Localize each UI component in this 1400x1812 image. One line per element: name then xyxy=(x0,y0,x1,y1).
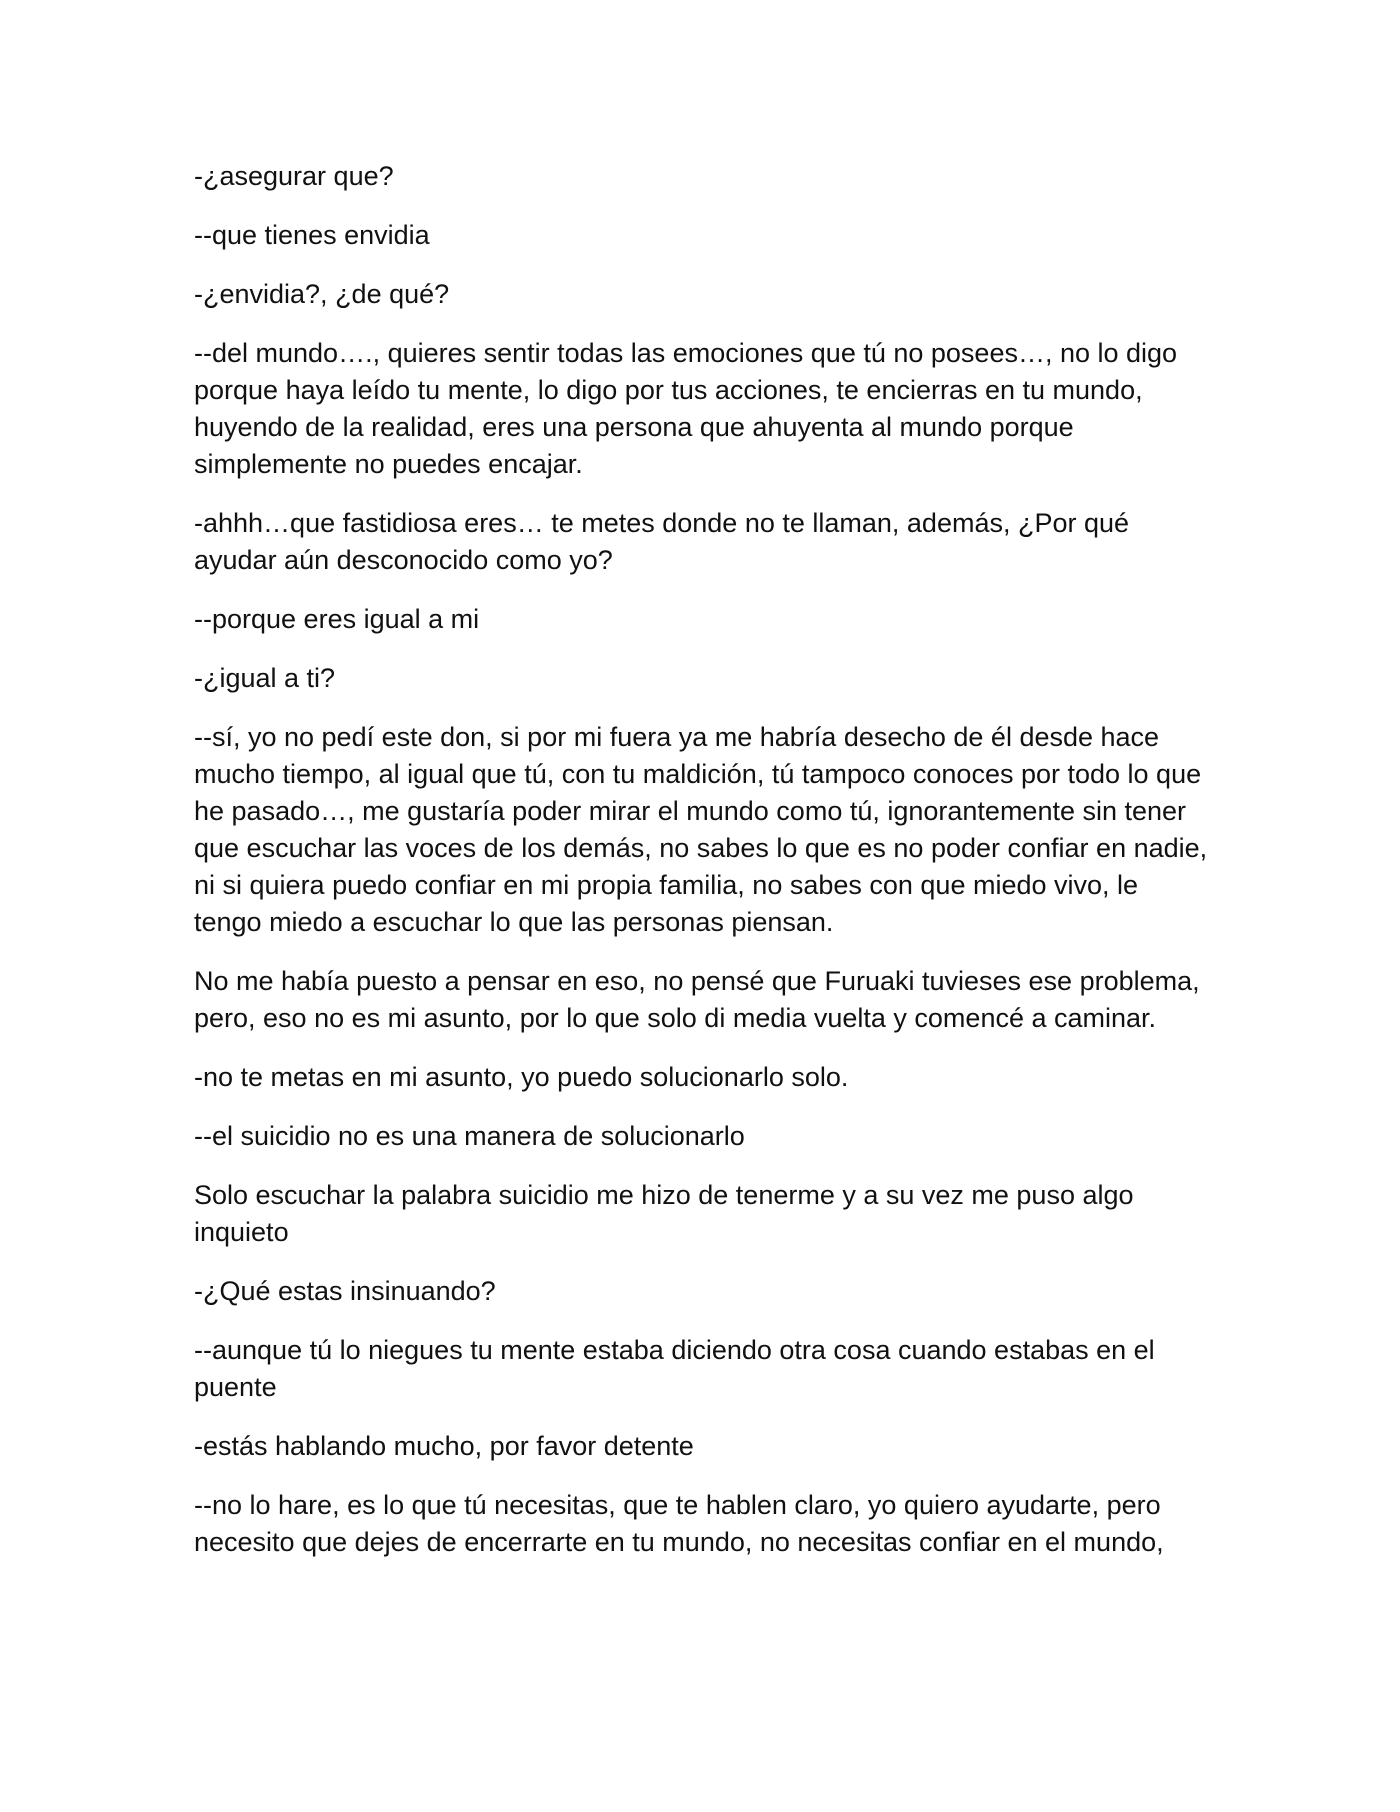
paragraph-8: --sí, yo no pedí este don, si por mi fuera ya me habría desecho de él desde hace mucho tiempo, al igual que tú, con tu maldición, tú tampoco conoces por todo lo que he pasado…, me gustaría poder mirar el mundo como tú, ignorantemente sin tener que escuchar las voces de los demás, no sabes lo que es no poder confiar en nadie, ni si quiera puedo confiar en mi propia familia, no sabes con que miedo vivo, le tengo miedo a escuchar lo que las personas piensan. xyxy=(194,722,1208,937)
paragraph-11: --el suicidio no es una manera de solucionarlo xyxy=(194,1121,745,1151)
paragraph-16: --no lo hare, es lo que tú necesitas, que te hablen claro, yo quiero ayudarte, pero necesito que dejes de encerrarte en tu mundo, no necesitas confiar en el mundo, xyxy=(194,1490,1164,1557)
paragraph-5: -ahhh…que fastidiosa eres… te metes donde no te llaman, además, ¿Por qué ayudar aún desconocido como yo? xyxy=(194,508,1130,575)
paragraph-15: -estás hablando mucho, por favor detente xyxy=(194,1431,694,1461)
paragraph-2: --que tienes envidia xyxy=(194,220,430,250)
paragraph-14: --aunque tú lo niegues tu mente estaba diciendo otra cosa cuando estabas en el puente xyxy=(194,1335,1155,1402)
paragraph-9: No me había puesto a pensar en eso, no pensé que Furuaki tuvieses ese problema, pero, eso no es mi asunto, por lo que solo di media vuelta y comencé a caminar. xyxy=(194,966,1200,1033)
document-body xyxy=(194,158,1210,1583)
paragraph-12: Solo escuchar la palabra suicidio me hizo de tenerme y a su vez me puso algo inquieto xyxy=(194,1180,1134,1247)
paragraph-1: -¿asegurar que? xyxy=(194,161,394,191)
paragraph-10: -no te metas en mi asunto, yo puedo solucionarlo solo. xyxy=(194,1062,849,1092)
paragraph-3: -¿envidia?, ¿de qué? xyxy=(194,279,450,309)
paragraph-6: --porque eres igual a mi xyxy=(194,604,480,634)
paragraph-13: -¿Qué estas insinuando? xyxy=(194,1276,496,1306)
paragraph-7: -¿igual a ti? xyxy=(194,663,336,693)
paragraph-4: --del mundo…., quieres sentir todas las emociones que tú no posees…, no lo digo porque haya leído tu mente, lo digo por tus acciones, te encierras en tu mundo, huyendo de la realidad, eres una persona que ahuyenta al mundo porque simplemente no puedes encajar. xyxy=(194,338,1178,479)
